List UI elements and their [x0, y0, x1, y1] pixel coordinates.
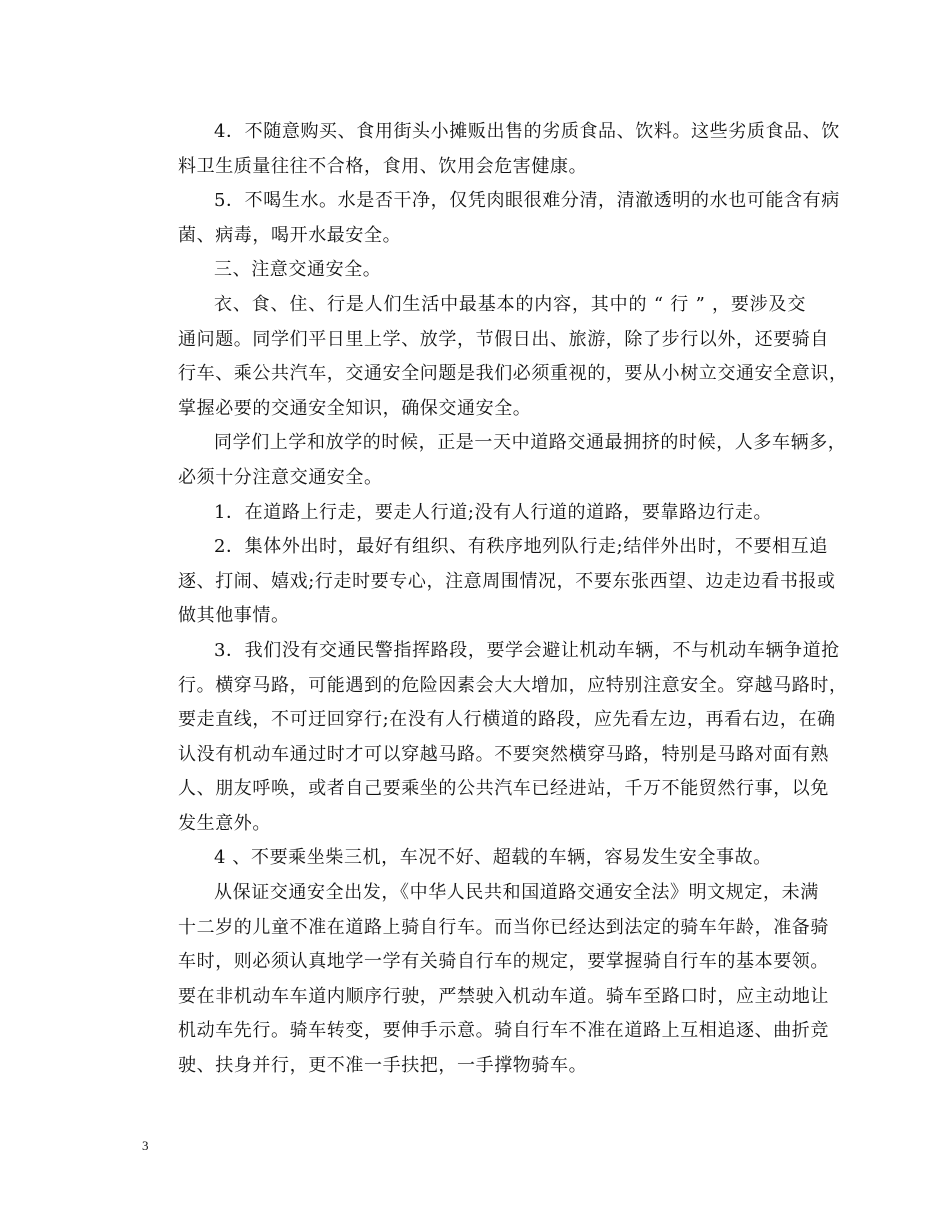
paragraph-traffic-item-1 [142, 496, 806, 531]
text-line: 同学们上学和放学的时候，正是一天中道路交通最拥挤的时候，人多车辆多， [214, 432, 847, 454]
document-body [142, 115, 848, 1084]
text-line: 三、注意交通安全。 [214, 259, 382, 281]
paragraph-food-item-4 [142, 115, 840, 184]
text-line: 车时，则必须认真地学一学有关骑自行车的规定，要掌握骑自行车的基本要领。 [178, 951, 829, 973]
section-heading-traffic-safety [142, 253, 806, 288]
text-line: 4 、不要乘坐柴三机，车况不好、超载的车辆，容易发生安全事故。 [214, 847, 772, 869]
text-line: 发生意外。 [178, 812, 271, 834]
page-number: 3 [142, 1138, 149, 1153]
text-line: 1．在道路上行走，要走人行道;没有人行道的道路，要靠路边行走。 [214, 501, 773, 523]
text-line: 必须十分注意交通安全。 [178, 466, 383, 488]
text-line: 要在非机动车车道内顺序行驶，严禁驶入机动车道。骑车至路口时，应主动地让 [178, 985, 829, 1007]
text-line: 驶、扶身并行，更不准一手扶把，一手撑物骑车。 [178, 1055, 588, 1077]
text-line: 行车、乘公共汽车，交通安全问题是我们必须重视的，要从小树立交通安全意识， [178, 363, 848, 385]
text-line: 要走直线，不可迂回穿行;在没有人行横道的路段，应先看左边，再看右边，在确 [178, 709, 836, 731]
paragraph-traffic-item-3 [142, 634, 848, 842]
text-line: 机动车先行。骑车转变，要伸手示意。骑自行车不准在道路上互相追逐、曲折竞 [178, 1020, 829, 1042]
text-line: 从保证交通安全出发，《中华人民共和国道路交通安全法》明文规定，未满 [214, 882, 819, 904]
paragraph-traffic-intro [142, 288, 848, 426]
text-line: 菌、病毒，喝开水最安全。 [178, 224, 402, 246]
text-line: 衣、食、住、行是人们生活中最基本的内容，其中的 “ 行 ” ，要涉及交 [214, 293, 806, 315]
paragraph-traffic-item-2 [142, 530, 836, 634]
text-line: 做其他事情。 [178, 605, 290, 627]
text-line: 通问题。同学们平日里上学、放学，节假日出、旅游，除了步行以外，还要骑自 [178, 328, 829, 350]
text-line: 十二岁的儿童不准在道路上骑自行车。而当你已经达到法定的骑车年龄，准备骑 [178, 916, 829, 938]
text-line: 3．我们没有交通民警指挥路段，要学会避让机动车辆，不与机动车辆争道抢 [214, 639, 840, 661]
text-line: 逐、打闹、嬉戏;行走时要专心，注意周围情况，不要东张西望、边走边看书报或 [178, 570, 836, 592]
text-line: 5．不喝生水。水是否干净，仅凭肉眼很难分清，清澈透明的水也可能含有病 [214, 190, 840, 212]
paragraph-school-commute [142, 426, 847, 495]
text-line: 人、朋友呼唤，或者自己要乘坐的公共汽车已经进站，千万不能贸然行事，以免 [178, 778, 829, 800]
text-line: 掌握必要的交通安全知识，确保交通安全。 [178, 397, 532, 419]
paragraph-bicycle-rules [142, 876, 829, 1084]
text-line: 2．集体外出时，最好有组织、有秩序地列队行走;结伴外出时，不要相互追 [214, 536, 828, 558]
text-line: 认没有机动车通过时才可以穿越马路。不要突然横穿马路，特别是马路对面有熟 [178, 743, 829, 765]
paragraph-traffic-item-4 [142, 841, 806, 876]
text-line: 行。横穿马路，可能遇到的危险因素会大大增加，应特别注意安全。穿越马路时， [178, 674, 848, 696]
paragraph-food-item-5 [142, 184, 840, 253]
text-line: 4．不随意购买、食用街头小摊贩出售的劣质食品、饮料。这些劣质食品、饮 [214, 121, 840, 142]
text-line: 料卫生质量往往不合格，食用、饮用会危害健康。 [178, 155, 588, 177]
